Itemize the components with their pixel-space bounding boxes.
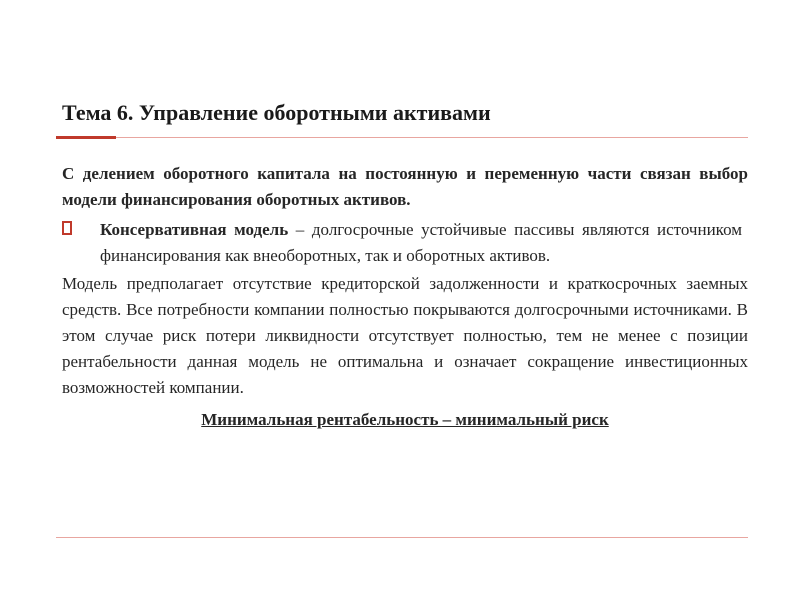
bullet-square-icon — [62, 221, 72, 235]
conclusion-line: Минимальная рентабельность – минимальный риск — [201, 410, 609, 429]
title-divider — [56, 137, 748, 138]
footer-divider — [56, 537, 748, 538]
slide-title: Тема 6. Управление оборотными активами — [62, 100, 491, 125]
title-divider-accent — [56, 136, 116, 139]
slide-content — [62, 161, 748, 433]
bullet-item — [62, 217, 748, 269]
bullet-text: – долгосрочные устойчивые пассивы являются источником финансирования как внеоборотных, так и оборотных активов. — [100, 220, 742, 265]
bullet-term: Консервативная модель — [100, 220, 289, 239]
intro-paragraph: С делением оборотного капитала на постоянную и переменную части связан выбор модели финансирования оборотных активов. — [62, 164, 748, 209]
body-paragraph: Модель предполагает отсутствие кредиторской задолженности и краткосрочных заемных средств. Все потребности компании полностью покрываются долгосрочными источниками. В этом случае риск потери ликвидности отсутствует полностью, тем не менее с позиции рентабельности данная модель не оптимальна и означает сокращение инвестиционных возможностей компании. — [62, 274, 748, 397]
